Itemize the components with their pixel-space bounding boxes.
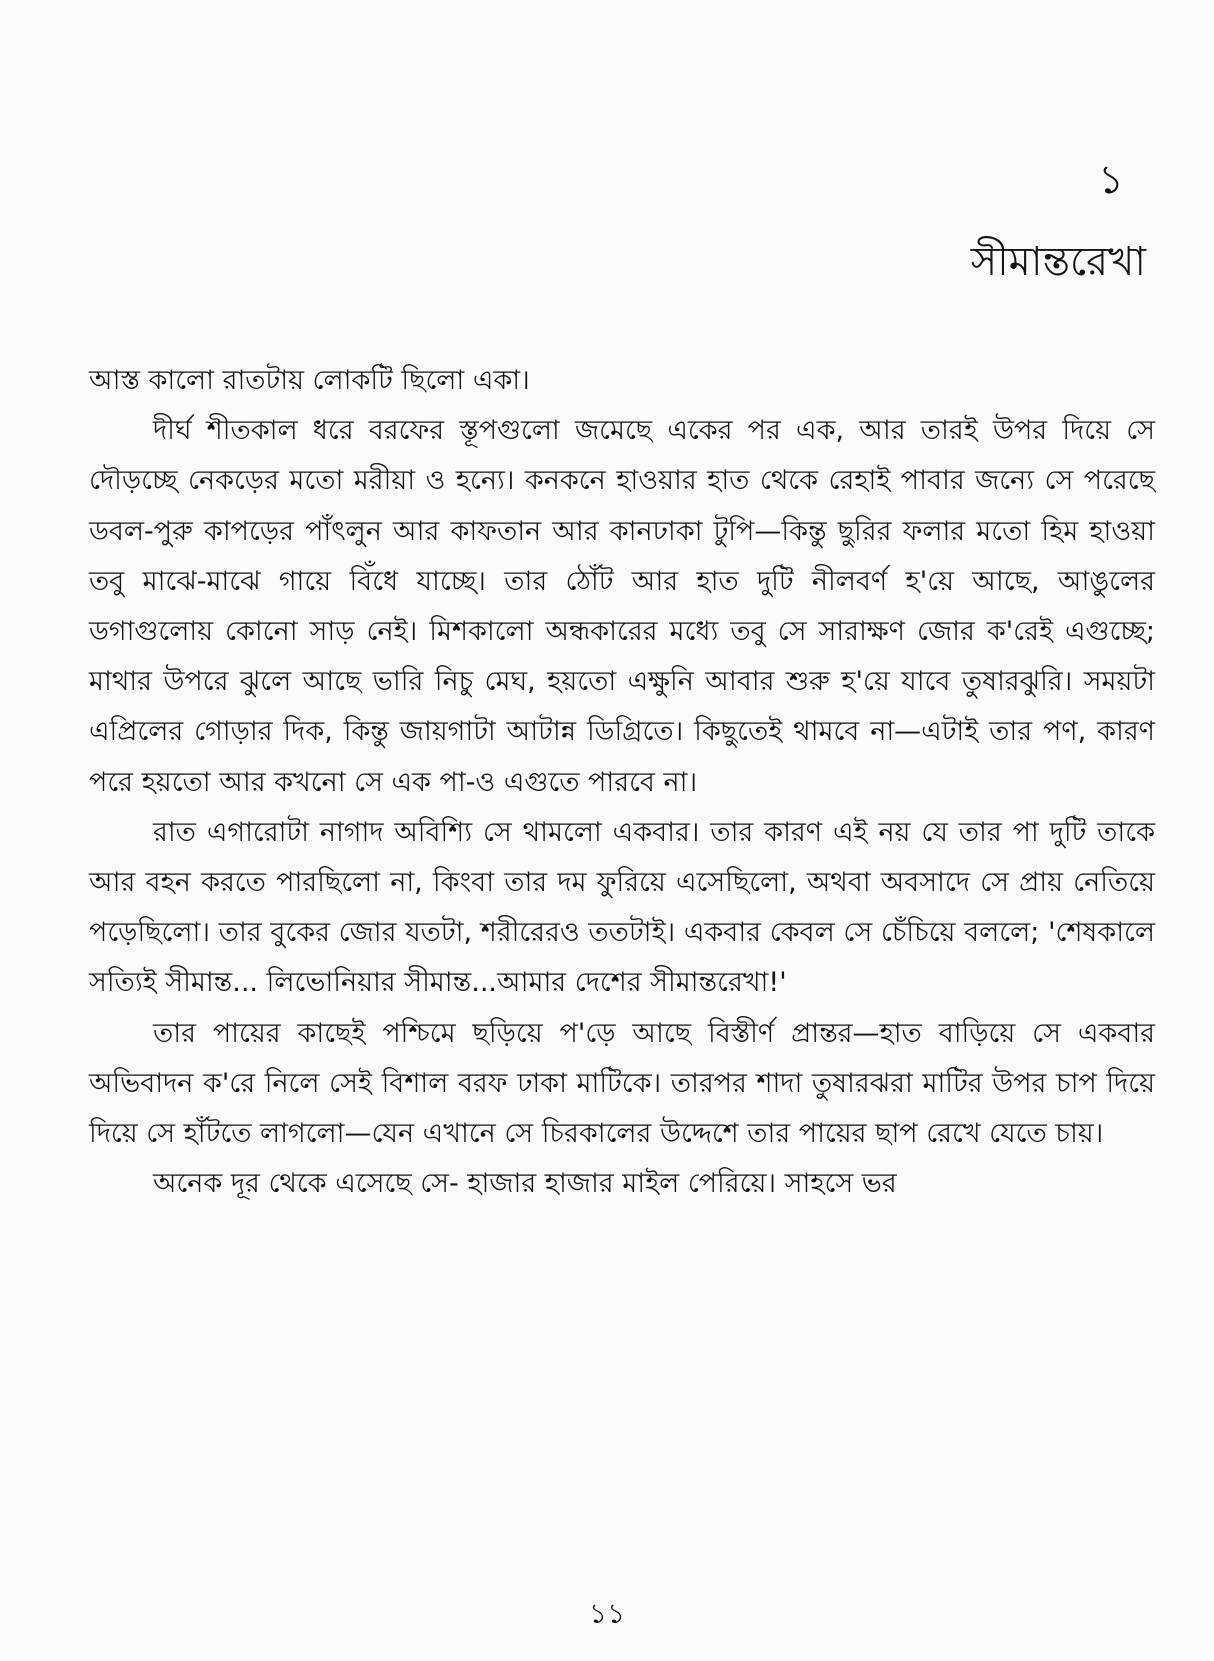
paragraph: আস্ত কালো রাতটায় লোকটি ছিলো একা।	[89, 365, 530, 396]
paragraph: রাত এগারোটা নাগাদ অবিশ্যি সে থামলো একবার। তার কারণ এই নয় যে তার পা দুটি তাকে আর বহন করতে পারছিলো না, কিংবা তার দম ফুরিয়ে এসেছিলো, অথবা অবসাদে সে প্রায় নেতিয়ে পড়েছিলো। তার বুকের জোর যতটা, শরীরেরও ততটাই। একবার কেবল সে চেঁচিয়ে বললে; 'শেষকালে সত্যিই সীমান্ত... লিভোনিয়ার সীমান্ত...আমার দেশের সীমান্তরেখা!'	[89, 816, 1155, 999]
chapter-number: ১	[1098, 157, 1124, 203]
paragraph: দীর্ঘ শীতকাল ধরে বরফের স্তূপগুলো জমেছে একের পর এক, আর তারই উপর দিয়ে সে দৌড়চ্ছে নেকড়ের মতো মরীয়া ও হন্যে। কনকনে হাওয়ার হাত থেকে রেহাই পাবার জন্যে সে পরেছে ডবল-পুরু কাপড়ের পাঁৎলুন আর কাফতান আর কানঢাকা টুপি—কিন্তু ছুরির ফলার মতো হিম হাওয়া তবু মাঝে-মাঝে গায়ে বিঁধে যাচ্ছে। তার ঠোঁট আর হাত দুটি নীলবর্ণ হ'য়ে আছে, আঙুলের ডগাগুলোয় কোনো সাড় নেই। মিশকালো অন্ধকারের মধ্যে তবু সে সারাক্ষণ জোর ক'রেই এগুচ্ছে; মাথার উপরে ঝুলে আছে ভারি নিচু মেঘ, হয়তো এক্ষুনি আবার শুরু হ'য়ে যাবে তুষারঝুরি। সময়টা এপ্রিলের গোড়ার দিক, কিন্তু জায়গাটা আটান্ন ডিগ্রিতে। কিছুতেই থামবে না—এটাই তার পণ, কারণ পরে হয়তো আর কখনো সে এক পা-ও এগুতে পারবে না।	[89, 415, 1155, 798]
body-text	[89, 356, 1155, 1209]
paragraph: অনেক দূর থেকে এসেছে সে- হাজার হাজার মাইল পেরিয়ে। সাহসে ভর	[153, 1168, 897, 1200]
paragraph: তার পায়ের কাছেই পশ্চিমে ছড়িয়ে প'ড়ে আছে বিস্তীর্ণ প্রান্তর—হাত বাড়িয়ে সে একবার অভিবাদন ক'রে নিলে সেই বিশাল বরফ ঢাকা মাটিকে। তারপর শাদা তুষারঝরা মাটির উপর চাপ দিয়ে দিয়ে সে হাঁটতে লাগলো—যেন এখানে সে চিরকালের উদ্দেশে তার পায়ের ছাপ রেখে যেতে চায়।	[89, 1017, 1155, 1150]
chapter-title: সীমান্তরেখা	[970, 239, 1146, 285]
page-number: ১১	[588, 1597, 626, 1630]
